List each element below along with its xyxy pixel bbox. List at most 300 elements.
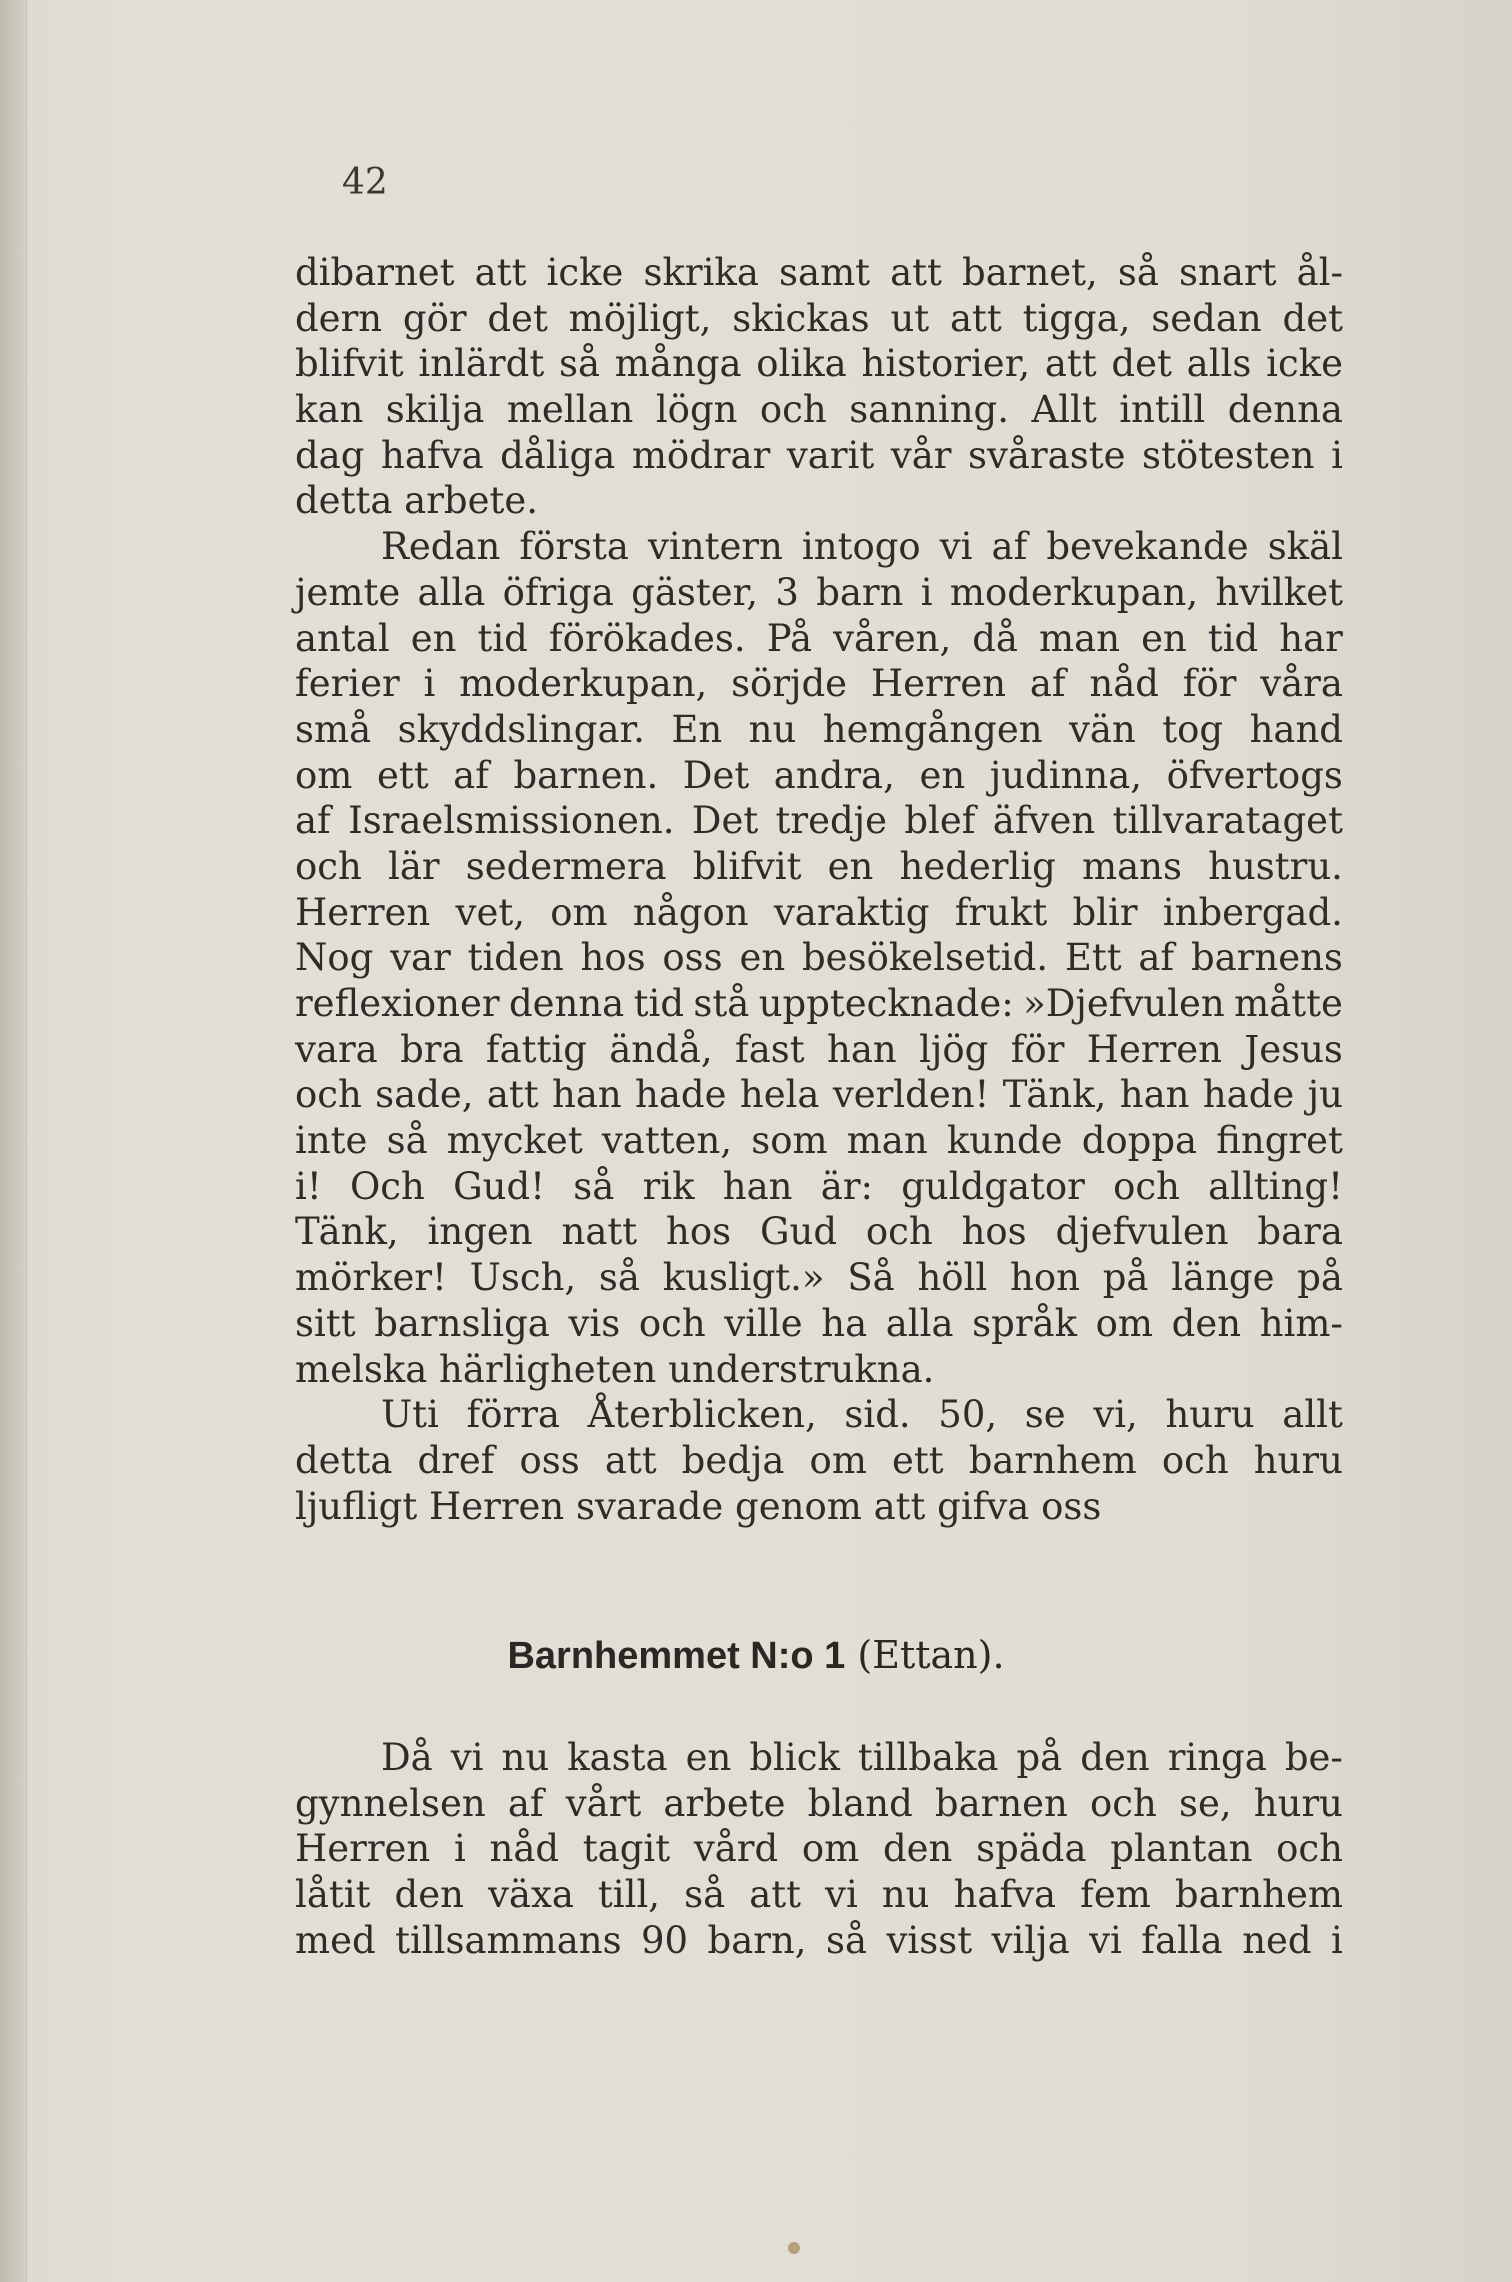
word: med: [295, 1918, 376, 1962]
word: fingret: [1216, 1119, 1343, 1163]
word: af: [507, 1781, 544, 1825]
word: fem: [1080, 1873, 1151, 1917]
text-line: [295, 1027, 1343, 1073]
word: vis: [568, 1301, 621, 1345]
word: späda: [976, 1827, 1087, 1871]
text-line: [295, 1209, 1343, 1255]
word: Herren: [1086, 1027, 1223, 1071]
word: inbergad.: [1162, 890, 1343, 934]
word: länge: [1171, 1256, 1275, 1300]
word: så: [386, 1119, 428, 1163]
word: och: [865, 1210, 933, 1254]
text-line: [295, 250, 1343, 296]
word: i!: [295, 1164, 322, 1208]
word: oss: [662, 936, 723, 980]
word: att: [604, 1438, 657, 1482]
word: tillvarataget: [1112, 799, 1343, 843]
word: språk: [972, 1301, 1078, 1345]
word: sörjde: [731, 662, 848, 706]
word: hade: [1202, 1073, 1295, 1117]
word: Då: [381, 1736, 433, 1779]
word: ville: [724, 1301, 803, 1345]
word: af: [295, 799, 331, 843]
body-text-lower: [295, 1735, 1343, 1963]
word: af: [991, 525, 1028, 569]
word: han: [827, 1027, 897, 1071]
word: Israelsmissionen.: [348, 799, 675, 843]
word: vara: [295, 1027, 378, 1071]
word: ut: [890, 296, 930, 340]
word: samt: [779, 251, 871, 294]
word: Gud!: [453, 1164, 546, 1208]
word: hade: [635, 1073, 727, 1117]
word: i: [423, 662, 436, 706]
word: Tänk,: [295, 1210, 399, 1254]
word: och: [1161, 1438, 1229, 1482]
word: Herren: [295, 890, 431, 934]
word: det: [1111, 342, 1172, 386]
word: 50,: [938, 1393, 998, 1437]
word: ingen: [427, 1210, 533, 1254]
word: han: [722, 1164, 793, 1208]
word: På: [766, 616, 813, 660]
word: nu: [881, 1873, 930, 1917]
word: hos: [961, 1210, 1027, 1254]
word: melska: [295, 1347, 440, 1391]
word: var: [390, 936, 451, 980]
word: tid: [633, 982, 685, 1025]
word: ett: [376, 753, 429, 797]
word: gäster,: [631, 570, 759, 614]
word: Gud: [759, 1210, 838, 1254]
word: vi: [939, 525, 973, 569]
word: någon: [632, 890, 749, 934]
word: dref: [417, 1438, 495, 1482]
word: hederlig: [899, 844, 1056, 888]
word: 90: [641, 1918, 689, 1962]
text-line: [295, 296, 1343, 342]
word: Det: [691, 799, 759, 843]
word: Jesus: [1244, 1027, 1343, 1071]
word: en: [1141, 616, 1187, 660]
word: ljög: [919, 1027, 989, 1071]
word: Det: [682, 753, 750, 797]
word: öfriga: [502, 570, 614, 614]
word: den: [1080, 1736, 1150, 1779]
word: ett: [891, 1438, 944, 1482]
text-line: [295, 387, 1343, 433]
paragraph-4: [295, 1735, 1343, 1963]
word: hon: [1010, 1256, 1080, 1300]
word: vår: [890, 433, 952, 477]
word: hemgången: [822, 707, 1043, 751]
word: och: [295, 844, 362, 888]
word: skrika: [643, 251, 759, 294]
word: många: [614, 342, 742, 386]
word: och: [638, 1301, 706, 1345]
word: skickas: [732, 296, 870, 340]
word: om: [809, 1438, 867, 1482]
word: hos: [580, 936, 646, 980]
word: oss: [1041, 1484, 1102, 1528]
word: härligheten: [439, 1347, 669, 1391]
word: han: [552, 1073, 622, 1117]
word: dern: [295, 296, 383, 340]
word: skyddslingar.: [397, 707, 645, 751]
word: bland: [807, 1781, 913, 1825]
word: verlden!: [832, 1073, 990, 1117]
word: man: [846, 1119, 928, 1163]
word: vatten,: [601, 1119, 733, 1163]
word: Ett: [1064, 936, 1122, 980]
word: hustru.: [1208, 844, 1343, 888]
word: växa: [487, 1873, 574, 1917]
word: äfven: [992, 799, 1096, 843]
word: och: [759, 388, 827, 432]
section-heading-title: Barnhemmet N:o 1: [507, 1635, 846, 1677]
word: reflexioner: [295, 982, 500, 1025]
word: tillsammans: [395, 1918, 622, 1962]
word: detta: [295, 1438, 393, 1482]
word: lär: [387, 844, 440, 888]
word: skäl: [1267, 525, 1343, 569]
word: första: [519, 525, 629, 569]
paragraph-3: [295, 1392, 1343, 1529]
word: har: [1279, 616, 1343, 660]
body-text-upper: [295, 250, 1343, 1529]
word: tigga,: [1022, 296, 1131, 340]
word: barnen.: [513, 753, 659, 797]
word: en: [410, 616, 457, 660]
word: på: [1297, 1256, 1343, 1300]
word: kusligt.»: [662, 1256, 825, 1300]
word: alls: [1186, 342, 1252, 386]
word: him-: [1259, 1301, 1343, 1345]
word: mödrar: [631, 433, 771, 477]
word: oss: [519, 1438, 580, 1482]
word: Usch,: [469, 1256, 577, 1300]
word: vintern: [648, 525, 783, 569]
text-line: [295, 341, 1343, 387]
word: blifvit: [692, 844, 802, 888]
word: bra: [400, 1027, 464, 1071]
word: så: [1117, 251, 1159, 294]
word: allt: [1282, 1393, 1343, 1437]
word: barn,: [707, 1918, 807, 1962]
word: ljufligt: [295, 1484, 429, 1528]
word: barnet,: [962, 251, 1098, 294]
text-line: [295, 433, 1343, 479]
word: den: [882, 1827, 953, 1871]
text-line: [295, 1918, 1343, 1964]
word: om: [550, 890, 608, 934]
word: varaktig: [773, 890, 930, 934]
word: En: [671, 707, 723, 751]
word: förra: [466, 1393, 560, 1437]
word: intill: [1119, 388, 1206, 432]
word: på: [1016, 1736, 1063, 1779]
word: rik: [642, 1164, 695, 1208]
word: arbete: [663, 1781, 786, 1825]
word: mans: [1082, 844, 1182, 888]
word: inte: [295, 1119, 368, 1163]
word: i: [1331, 433, 1343, 477]
word: historier,: [861, 342, 1031, 386]
word: af: [453, 753, 489, 797]
word: att: [1044, 342, 1097, 386]
word: dåliga: [500, 433, 616, 477]
word: så: [573, 1164, 615, 1208]
page-number: 42: [342, 162, 388, 203]
word: Redan: [381, 525, 501, 569]
word: genom: [735, 1484, 874, 1528]
word: att: [474, 251, 527, 294]
word: Tänk,: [1002, 1073, 1107, 1117]
word: gör: [402, 296, 467, 340]
word: barnen: [934, 1781, 1068, 1825]
word: frukt: [954, 890, 1048, 934]
word: vi: [1089, 1918, 1122, 1962]
word: tillbaka: [857, 1736, 999, 1779]
text-line: [295, 1872, 1343, 1918]
text-line: [295, 570, 1343, 616]
word: är:: [820, 1164, 873, 1208]
word: gynnelsen: [295, 1781, 486, 1825]
word: så: [598, 1256, 640, 1300]
word: blifvit: [295, 342, 404, 386]
word: ringa: [1167, 1736, 1267, 1779]
word: öfvertogs: [1166, 753, 1343, 797]
word: våren,: [833, 616, 952, 660]
word: se: [1024, 1393, 1066, 1437]
word: barnhem: [1174, 1873, 1343, 1917]
word: besökelsetid.: [802, 936, 1049, 980]
word: hvilket: [1215, 570, 1343, 614]
word: djefvulen: [1055, 1210, 1229, 1254]
word: ferier: [295, 662, 400, 706]
word: kunde: [946, 1119, 1063, 1163]
word: en: [739, 936, 786, 980]
word: tiden: [467, 936, 564, 980]
word: understrukna.: [668, 1347, 935, 1391]
word: huru: [1253, 1438, 1343, 1482]
word: af: [1029, 662, 1066, 706]
text-line: [295, 1118, 1343, 1164]
word: om: [1095, 1301, 1154, 1345]
text-line: [295, 1301, 1343, 1347]
word: i: [1331, 1918, 1343, 1962]
text-line: [295, 935, 1343, 981]
word: sade,: [375, 1073, 474, 1117]
word: om: [295, 753, 353, 797]
word: vi,: [1093, 1393, 1138, 1437]
word: icke: [546, 251, 624, 294]
word: den: [1171, 1301, 1242, 1345]
word: en: [919, 753, 966, 797]
word: moderkupan,: [949, 570, 1199, 614]
word: inlärdt: [418, 342, 545, 386]
word: höll: [917, 1256, 988, 1300]
word: små: [295, 707, 372, 751]
word: dibarnet: [295, 251, 455, 294]
word: skilja: [385, 388, 485, 432]
word: vän: [1069, 707, 1136, 751]
text-line: [295, 890, 1343, 936]
word: att: [949, 296, 1002, 340]
text-line: [295, 661, 1343, 707]
word: vårt: [565, 1781, 642, 1825]
word: i: [453, 1827, 466, 1871]
text-line: [295, 616, 1343, 662]
word: tid: [1207, 616, 1259, 660]
word: måtte: [1234, 982, 1343, 1025]
word: barn: [816, 570, 904, 614]
word: stötesten: [1142, 433, 1315, 477]
word: guldgator: [901, 1164, 1085, 1208]
word: hos: [665, 1210, 732, 1254]
word: så: [558, 342, 601, 386]
word: se,: [1179, 1781, 1232, 1825]
word: af: [1138, 936, 1175, 980]
word: Nog: [295, 936, 374, 980]
word: alla: [417, 570, 486, 614]
word: jemte: [295, 570, 401, 614]
word: barnhem: [968, 1438, 1137, 1482]
section-heading: [0, 1633, 1512, 1678]
word: det: [487, 296, 548, 340]
word: natt: [561, 1210, 638, 1254]
word: svåraste: [968, 433, 1126, 477]
word: så: [684, 1873, 726, 1917]
text-line: [295, 844, 1343, 890]
word: sanning.: [849, 388, 1010, 432]
word: i: [920, 570, 933, 614]
word: be-: [1284, 1736, 1343, 1779]
word: intogo: [801, 525, 921, 569]
word: 3: [775, 570, 799, 614]
word: nåd: [489, 1827, 560, 1871]
word: blir: [1072, 890, 1138, 934]
word: andra,: [773, 753, 895, 797]
word: att: [873, 1484, 938, 1528]
word: vård: [693, 1827, 779, 1871]
printer-dot-mark: [788, 2242, 800, 2254]
text-line: [295, 707, 1343, 753]
word: varit: [786, 433, 875, 477]
text-line: [295, 798, 1343, 844]
word: det: [1282, 296, 1343, 340]
word: hafva: [953, 1873, 1057, 1917]
word: upptecknade:: [758, 982, 1014, 1025]
word: man: [1039, 616, 1121, 660]
word: mörker!: [295, 1256, 447, 1300]
word: den: [394, 1873, 464, 1917]
word: ned: [1242, 1918, 1312, 1962]
word: och: [1276, 1827, 1343, 1871]
text-line: [295, 478, 1343, 524]
word: tredje: [775, 799, 888, 843]
word: doppa: [1081, 1119, 1198, 1163]
word: bedja: [681, 1438, 785, 1482]
word: svarade: [576, 1484, 736, 1528]
word: plantan: [1110, 1827, 1253, 1871]
word: och: [295, 1073, 362, 1117]
word: kasta: [567, 1736, 668, 1779]
text-line: [295, 981, 1343, 1027]
word: nu: [748, 707, 797, 751]
word: Och: [349, 1164, 425, 1208]
word: nu: [501, 1736, 550, 1779]
word: Herren: [870, 662, 1007, 706]
word: hand: [1249, 707, 1343, 751]
word: icke: [1266, 342, 1343, 386]
word: Uti: [381, 1393, 439, 1437]
text-line: [295, 1164, 1343, 1210]
word: mycket: [446, 1119, 583, 1163]
word: om: [801, 1827, 860, 1871]
text-line: [295, 1826, 1343, 1872]
word: judinna,: [989, 753, 1143, 797]
word: allting!: [1208, 1164, 1343, 1208]
word: till,: [597, 1873, 661, 1917]
word: Allt: [1031, 388, 1097, 432]
text-line: [295, 1347, 1343, 1393]
word: stå: [693, 982, 750, 1025]
word: fast: [735, 1027, 805, 1071]
word: Herren: [295, 1827, 431, 1871]
word: och: [1090, 1781, 1157, 1825]
word: Återblicken,: [587, 1393, 817, 1437]
word: »Djefvulen: [1023, 982, 1225, 1025]
word: för: [1182, 662, 1237, 706]
word: vi: [450, 1736, 484, 1779]
word: då: [972, 616, 1018, 660]
word: låtit: [295, 1873, 371, 1917]
text-line: [295, 1438, 1343, 1484]
word: nåd: [1089, 662, 1159, 706]
word: förökades.: [548, 616, 746, 660]
word: möjligt,: [568, 296, 712, 340]
word: gifva: [937, 1484, 1042, 1528]
word: vet,: [455, 890, 525, 934]
word: att: [890, 251, 942, 294]
word: snart: [1179, 251, 1277, 294]
text-line: [295, 1255, 1343, 1301]
word: antal: [295, 616, 390, 660]
text-line: [295, 753, 1343, 799]
text-line: [295, 1392, 1343, 1438]
word: barnsliga: [374, 1301, 550, 1345]
word: huru: [1165, 1393, 1255, 1437]
word: våra: [1260, 662, 1343, 706]
word: mellan: [506, 388, 634, 432]
word: som: [751, 1119, 828, 1163]
word: blef: [904, 799, 976, 843]
word: vi: [825, 1873, 858, 1917]
paragraph-1: [295, 250, 1343, 524]
word: på: [1102, 1256, 1149, 1300]
page-edge: [0, 0, 27, 2282]
word: ändå,: [609, 1027, 713, 1071]
word: bevekande: [1046, 525, 1249, 569]
word: sedermera: [465, 844, 667, 888]
text-line: [295, 1781, 1343, 1827]
word: fattig: [485, 1027, 587, 1071]
word: moderkupan,: [459, 662, 708, 706]
word: ål-: [1296, 251, 1343, 294]
word: sedan: [1151, 296, 1262, 340]
word: blick: [749, 1736, 840, 1779]
